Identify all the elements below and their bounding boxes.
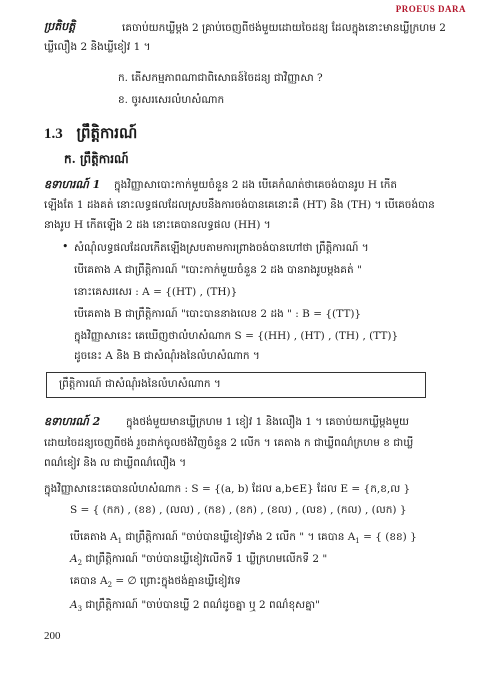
line-6-part-c: ជាព្រឹត្តិការណ៍ "ចាប់បានឃ្លីខៀវទាំង 2 លើក " ។ គេបាន A: [122, 531, 356, 543]
line-7-sub: 2: [77, 559, 83, 568]
example-1-label: ឧទាហរណ៍ 1: [44, 178, 101, 191]
example-2-line-1: ក្នុងថង់មួយមានឃ្លីក្រហម 1 ខៀវ 1 និងលឿង 1 ។ គេចាប់យកឃ្លីម្តងមួយ: [126, 416, 409, 428]
line-9-part-c: ជាព្រឹត្តិការណ៍ "ចាប់បានឃ្លី 2 ពណ៌ដូចគ្នា ឬ 2 ពណ៌ខុសគ្នា": [82, 599, 320, 611]
line-6-part-e: = { (ខខ) }: [359, 531, 417, 543]
example-2-line-6: [70, 530, 417, 548]
example-2-line-9: [70, 598, 320, 616]
line-7-part-c: ជាព្រឹត្តិការណ៍ "ចាប់បានឃ្លីខៀវលើកទី 1 ឃ្លីក្រហមលើកទី 2 ": [82, 553, 328, 565]
example-2-label: ឧទាហរណ៍ 2: [44, 415, 101, 428]
example-2-line-5: S = { (កក) , (ខខ) , (លល) , (កខ) , (ខក) , (ខល) , (លខ) , (កល) , (លក) }: [70, 504, 407, 516]
line-6-sub-d: 1: [355, 537, 360, 546]
definition-text: ព្រឹត្តិការណ៍ ជាសំណុំរងនៃលំហសំណាក ។: [59, 378, 221, 390]
example-1-line-1: ក្នុងវិញ្ញាសាបោះកាក់មួយចំនួន 2 ដង បើគេកំណត់ថាគេចង់បានរូប H កើត: [114, 179, 398, 191]
exercise-item-a: ក. តើសកម្មភាពណាជាពិសោធន៍ចៃដន្យ ជាវិញ្ញាសា ?: [118, 72, 323, 84]
example-1-line-3: នាងរូប H កើតឡើង 2 ដង នោះគេបានលទ្ធផល (HH) ។: [44, 219, 271, 231]
example-1-bullet-line-6: ដូចនេះ A និង B ជាសំណុំរងនៃលំហសំណាក ។: [74, 350, 260, 362]
line-8-part-a: គេបាន A: [70, 575, 108, 587]
line-8-part-c: = ∅ ព្រោះក្នុងថង់គ្មានឃ្លីខៀវទេ: [112, 575, 241, 587]
exercise-line-2: ឃ្លីលឿង 2 និងឃ្លីខៀវ 1 ។: [44, 41, 151, 53]
example-1-bullet-line-4: បើគេតាង B ជាព្រឹត្តិការណ៍ "បោះបាននាងលេខ 2 ដង " : B = {(TT)}: [74, 308, 362, 320]
example-1-line-2: ឡើងតែ 1 ដងគត់ នោះលទ្ធផលដែលស្របនឹងការចង់បានគេនោះគឺ (HT) និង (TH) ។ បើគេចង់បាន: [44, 199, 435, 211]
example-1-bullet-line-1: សំណុំលទ្ធផលដែលកើតឡើងស្របតាមការព្រាងចង់បានហៅថា ព្រឹត្តិការណ៍ ។: [74, 242, 369, 254]
example-2-line-2: ដោយចៃដន្យចេញពីថង់ រួចដាក់ចូលថង់វិញចំនួន 2 លើក ។ គេតាង ក ជាឃ្លីពណ៌ក្រហម ខ ជាឃ្លី: [44, 437, 414, 449]
line-8-sub: 2: [107, 581, 113, 590]
example-2-line-3: ពណ៌ខៀវ និង ល ជាឃ្លីពណ៌លឿង ។: [44, 457, 187, 469]
example-1-bullet-line-3: នោះគេសរសេរ : A = {(HT) , (TH)}: [74, 286, 238, 298]
section-title: ព្រឹត្តិការណ៍: [76, 126, 138, 142]
example-2-line-7: [70, 552, 327, 570]
line-9-sub: 3: [77, 605, 83, 614]
line-6-sub-a: 1: [117, 537, 123, 546]
bullet-icon: •: [62, 240, 69, 253]
definition-box: [46, 372, 426, 398]
subsection-title: ក. ព្រឹត្តិការណ៍: [64, 152, 129, 166]
exercise-item-b: ខ. ចូរសរសេរលំហសំណាក: [118, 94, 225, 106]
exercise-label: ប្រតិបត្តិ: [44, 20, 76, 33]
header-brand: PROEUS DARA: [395, 4, 466, 14]
page-number: 200: [44, 630, 61, 642]
example-2-line-8: [70, 574, 241, 592]
line-6-part-a: បើគេតាង A: [70, 531, 118, 543]
section-number: 1.3: [44, 126, 63, 142]
line-7-part-a: A: [70, 553, 78, 565]
example-2-line-4: ក្នុងវិញ្ញាសានេះគេបានលំហសំណាក : S = {(a, b) ដែល a,b∈E} ដែល E = {ក,ខ,ល }: [44, 483, 411, 495]
example-1-bullet-line-2: បើគេតាង A ជាព្រឹត្តិការណ៍ "បោះកាក់មួយចំនួន 2 ដង បានរាងរូបម្ដងគត់ ": [74, 264, 362, 276]
example-1-bullet-line-5: ក្នុងវិញ្ញាសានេះ គេឃើញថាលំហសំណាក S = {(HH) , (HT) , (TH) , (TT)}: [74, 330, 399, 342]
line-9-part-a: A: [70, 599, 78, 611]
exercise-line-1: គេចាប់យកឃ្លីម្តង 2 គ្រាប់ចេញពីថង់មួយដោយចៃដន្យ ដែលក្នុងនោះមានឃ្លីក្រហម 2: [122, 22, 446, 34]
